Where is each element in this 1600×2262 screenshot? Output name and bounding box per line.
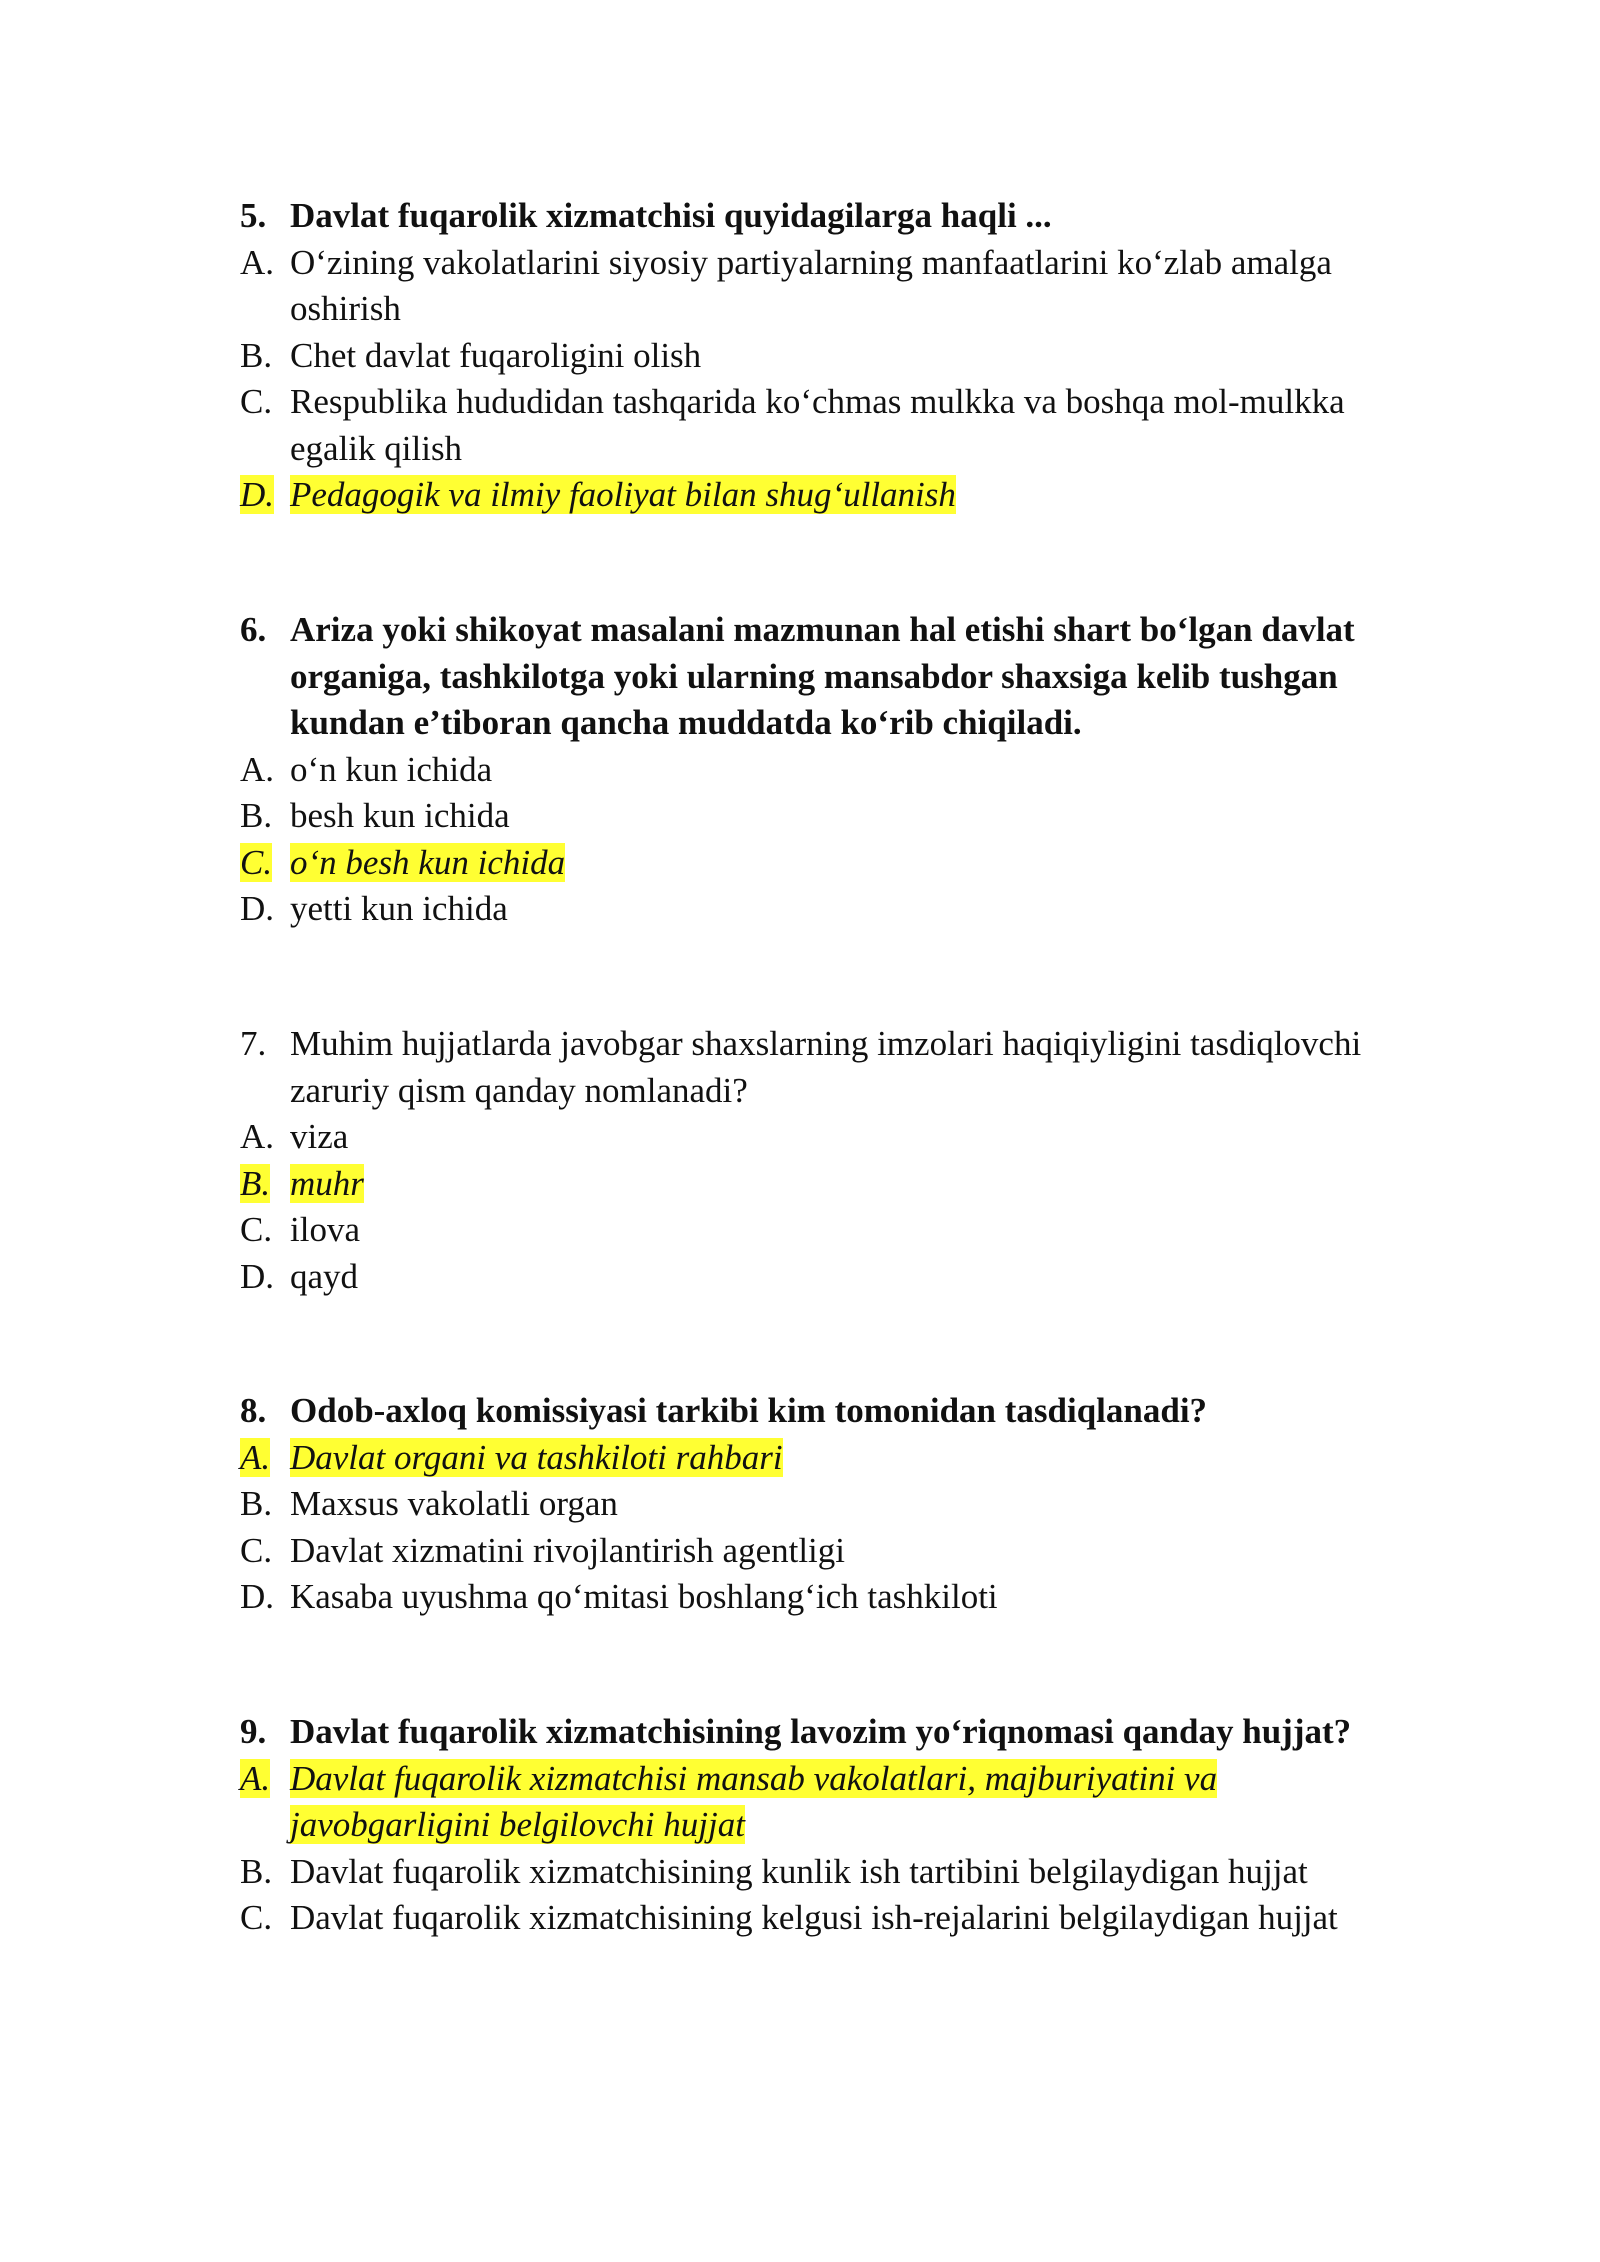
option-c <box>240 1207 1400 1254</box>
question-stem <box>240 607 1400 747</box>
question-number: 6. <box>240 610 267 649</box>
highlighted-answer: muhr <box>290 1163 364 1203</box>
question-6 <box>240 607 1400 933</box>
question-9 <box>240 1709 1400 1942</box>
option-text <box>290 1435 1400 1482</box>
option-d <box>240 1574 1400 1621</box>
option-text <box>290 472 1400 519</box>
option-c <box>240 379 1400 472</box>
highlighted-letter: B. <box>240 1163 271 1203</box>
option-b <box>240 793 1400 840</box>
option-letter: A. <box>240 749 275 789</box>
option-text: Chet davlat fuqaroligini olish <box>290 335 702 375</box>
option-text: Davlat fuqarolik xizmatchisining kelgusi ish-rejalarini belgilaydigan hujjat <box>290 1898 1338 1937</box>
option-text: ilova <box>290 1210 360 1249</box>
question-number: 5. <box>240 196 267 235</box>
highlighted-letter: D. <box>240 475 275 514</box>
option-letter: C. <box>240 1530 273 1570</box>
option-d <box>240 886 1400 933</box>
question-text: Davlat fuqarolik xizmatchisining lavozim yo‘riqnomasi qanday hujjat? <box>290 1712 1352 1751</box>
option-text: qayd <box>290 1256 359 1296</box>
question-5 <box>240 193 1400 519</box>
option-letter: A. <box>240 242 275 282</box>
highlighted-letter: A. <box>240 1758 271 1798</box>
question-number: 9. <box>240 1712 267 1751</box>
option-letter: B. <box>240 1484 273 1523</box>
option-text: yetti kun ichida <box>290 889 508 928</box>
question-8 <box>240 1388 1400 1621</box>
option-text: besh kun ichida <box>290 796 510 835</box>
option-letter: B. <box>240 335 273 375</box>
option-letter: A. <box>240 1117 275 1156</box>
option-letter <box>240 1756 290 1803</box>
option-a <box>240 1114 1400 1161</box>
question-number: 7. <box>240 1024 267 1063</box>
highlighted-answer: Pedagogik va ilmiy faoliyat bilan shug‘ullanish <box>290 475 956 514</box>
option-letter <box>240 1161 290 1208</box>
option-b <box>240 1849 1400 1896</box>
option-text <box>290 1161 1400 1208</box>
option-letter <box>240 840 290 887</box>
option-text: o‘n kun ichida <box>290 749 493 789</box>
option-letter: C. <box>240 1898 273 1937</box>
option-b-correct <box>240 1161 1400 1208</box>
highlighted-answer: o‘n besh kun ichida <box>290 842 566 882</box>
option-text <box>290 1756 1400 1849</box>
option-text <box>290 840 1400 887</box>
option-letter: C. <box>240 382 273 421</box>
question-text: Odob-axloq komissiyasi tarkibi kim tomonidan tasdiqlanadi? <box>290 1391 1208 1430</box>
question-stem <box>240 193 1400 240</box>
option-text: Davlat fuqarolik xizmatchisining kunlik ish tartibini belgilaydigan hujjat <box>290 1851 1308 1891</box>
option-text: Maxsus vakolatli organ <box>290 1484 618 1523</box>
option-letter: D. <box>240 889 275 928</box>
question-stem <box>240 1709 1400 1756</box>
option-letter: B. <box>240 796 273 835</box>
highlighted-letter: C. <box>240 842 273 882</box>
option-b <box>240 333 1400 380</box>
highlighted-answer: Davlat fuqarolik xizmatchisi mansab vakolatlari, majburiyatini va javobgarligini belgilovchi hujjat <box>290 1758 1218 1844</box>
option-letter: D. <box>240 1256 275 1296</box>
question-stem <box>240 1021 1400 1114</box>
highlighted-answer: Davlat organi va tashkiloti rahbari <box>290 1437 783 1477</box>
option-text: Davlat xizmatini rivojlantirish agentligi <box>290 1530 846 1570</box>
option-letter <box>240 472 290 519</box>
option-letter: D. <box>240 1577 275 1616</box>
option-a <box>240 240 1400 333</box>
question-7 <box>240 1021 1400 1300</box>
option-c <box>240 1528 1400 1575</box>
option-a-correct <box>240 1756 1400 1849</box>
option-letter <box>240 1435 290 1482</box>
option-a <box>240 747 1400 794</box>
option-d <box>240 1254 1400 1301</box>
option-text: O‘zining vakolatlarini siyosiy partiyalarning manfaatlarini ko‘zlab amalga oshirish <box>290 242 1332 328</box>
question-number: 8. <box>240 1391 267 1430</box>
highlighted-letter: A. <box>240 1437 271 1477</box>
option-letter: C. <box>240 1210 273 1249</box>
option-c-correct <box>240 840 1400 887</box>
option-d-correct <box>240 472 1400 519</box>
question-stem <box>240 1388 1400 1435</box>
option-b <box>240 1481 1400 1528</box>
option-c <box>240 1895 1400 1942</box>
question-text: Ariza yoki shikoyat masalani mazmunan hal etishi shart bo‘lgan davlat organiga, tashkilotga yoki ularning mansabdor shaxsiga kelib tushgan kundan e’tiboran qancha muddatda ko‘rib chiqiladi. <box>290 610 1355 742</box>
option-text: Kasaba uyushma qo‘mitasi boshlang‘ich tashkiloti <box>290 1577 998 1616</box>
option-text: Respublika hududidan tashqarida ko‘chmas mulkka va boshqa mol-mulkka egalik qilish <box>290 382 1345 468</box>
option-letter: B. <box>240 1851 273 1891</box>
question-text: Davlat fuqarolik xizmatchisi quyidagilarga haqli ... <box>290 196 1052 235</box>
option-a-correct <box>240 1435 1400 1482</box>
option-text: viza <box>290 1117 349 1156</box>
question-text: Muhim hujjatlarda javobgar shaxslarning imzolari haqiqiyligini tasdiqlovchi zaruriy qism qanday nomlanadi? <box>290 1024 1362 1110</box>
